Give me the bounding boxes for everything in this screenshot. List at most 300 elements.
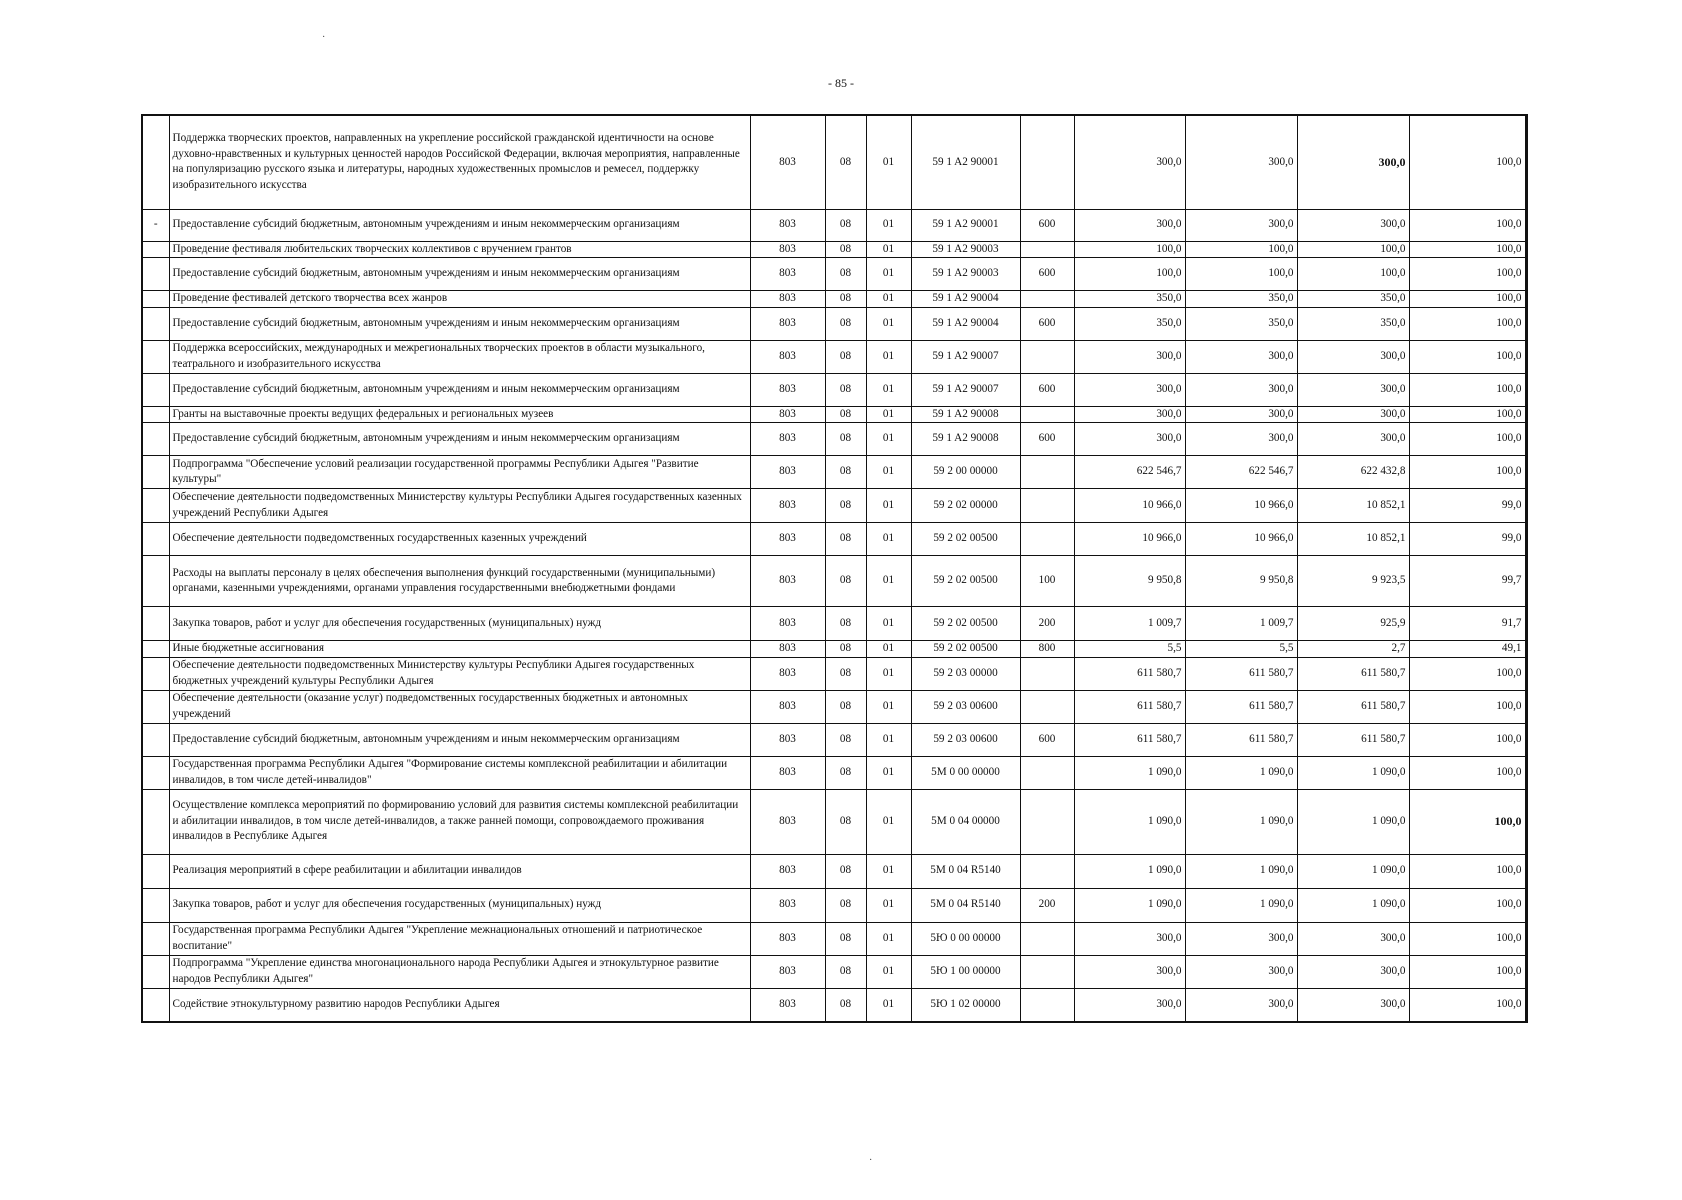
refined-cell: 1 090,0 xyxy=(1185,888,1297,922)
row-marker-cell xyxy=(142,756,169,789)
planned-cell: 300,0 xyxy=(1074,373,1185,406)
name-cell: Осуществление комплекса мероприятий по формированию условий для развития системы комплексной реабилитации и абилитации инвалидов, в том числе детей-инвалидов, а также ранней помощи, сопровождаемого проживания инвалидов в Республике Адыгея xyxy=(169,789,750,854)
refined-cell: 300,0 xyxy=(1185,373,1297,406)
section-cell: 08 xyxy=(825,209,866,241)
row-marker-cell xyxy=(142,657,169,690)
subsection-cell: 01 xyxy=(866,209,911,241)
executed-cell: 300,0 xyxy=(1297,423,1409,456)
refined-cell: 10 966,0 xyxy=(1185,523,1297,556)
executed-cell: 622 432,8 xyxy=(1297,456,1409,489)
executed-cell: 925,9 xyxy=(1297,607,1409,641)
percent-cell: 100,0 xyxy=(1409,854,1526,888)
name-cell: Подпрограмма "Укрепление единства многонационального народа Республики Адыгея и этнокультурное развитие народов Республики Адыгея" xyxy=(169,955,750,988)
percent-cell: 100,0 xyxy=(1409,456,1526,489)
executed-cell: 300,0 xyxy=(1297,955,1409,988)
planned-cell: 300,0 xyxy=(1074,115,1185,209)
section-cell: 08 xyxy=(825,756,866,789)
planned-cell: 350,0 xyxy=(1074,291,1185,308)
section-cell: 08 xyxy=(825,988,866,1022)
executed-cell: 9 923,5 xyxy=(1297,556,1409,607)
name-cell: Подпрограмма "Обеспечение условий реализации государственной программы Республики Адыгея "Развитие культуры" xyxy=(169,456,750,489)
target-article-cell: 5М 0 04 R5140 xyxy=(911,854,1020,888)
row-marker-cell xyxy=(142,922,169,955)
expense-type-cell: 200 xyxy=(1020,888,1074,922)
subsection-cell: 01 xyxy=(866,489,911,523)
name-cell: Проведение фестивалей детского творчества всех жанров xyxy=(169,291,750,308)
refined-cell: 100,0 xyxy=(1185,241,1297,258)
target-article-cell: 59 1 A2 90007 xyxy=(911,373,1020,406)
percent-cell: 100,0 xyxy=(1409,423,1526,456)
section-cell: 08 xyxy=(825,789,866,854)
expense-type-cell xyxy=(1020,406,1074,423)
row-marker-cell xyxy=(142,607,169,641)
row-marker-cell xyxy=(142,115,169,209)
refined-cell: 611 580,7 xyxy=(1185,657,1297,690)
ved-cell: 803 xyxy=(750,657,825,690)
ved-cell: 803 xyxy=(750,607,825,641)
table-row xyxy=(142,258,1526,291)
target-article-cell: 59 2 02 00500 xyxy=(911,523,1020,556)
percent-cell: 100,0 xyxy=(1409,756,1526,789)
subsection-cell: 01 xyxy=(866,690,911,723)
planned-cell: 622 546,7 xyxy=(1074,456,1185,489)
table-row xyxy=(142,241,1526,258)
expense-type-cell: 200 xyxy=(1020,607,1074,641)
name-cell: Реализация мероприятий в сфере реабилитации и абилитации инвалидов xyxy=(169,854,750,888)
target-article-cell: 59 2 03 00600 xyxy=(911,690,1020,723)
executed-cell: 611 580,7 xyxy=(1297,690,1409,723)
expense-type-cell xyxy=(1020,489,1074,523)
expense-type-cell: 800 xyxy=(1020,641,1074,658)
subsection-cell: 01 xyxy=(866,258,911,291)
subsection-cell: 01 xyxy=(866,406,911,423)
refined-cell: 10 966,0 xyxy=(1185,489,1297,523)
executed-cell: 100,0 xyxy=(1297,258,1409,291)
planned-cell: 1 090,0 xyxy=(1074,756,1185,789)
refined-cell: 300,0 xyxy=(1185,115,1297,209)
row-marker-cell xyxy=(142,789,169,854)
section-cell: 08 xyxy=(825,340,866,373)
percent-cell: 100,0 xyxy=(1409,406,1526,423)
table-row xyxy=(142,607,1526,641)
target-article-cell: 59 1 A2 90004 xyxy=(911,291,1020,308)
percent-cell: 99,0 xyxy=(1409,489,1526,523)
name-cell: Содействие этнокультурному развитию народов Республики Адыгея xyxy=(169,988,750,1022)
subsection-cell: 01 xyxy=(866,373,911,406)
ved-cell: 803 xyxy=(750,209,825,241)
subsection-cell: 01 xyxy=(866,291,911,308)
target-article-cell: 59 1 A2 90003 xyxy=(911,258,1020,291)
row-marker-cell xyxy=(142,690,169,723)
percent-cell: 100,0 xyxy=(1409,723,1526,756)
target-article-cell: 5М 0 04 R5140 xyxy=(911,888,1020,922)
executed-cell: 300,0 xyxy=(1297,922,1409,955)
table-row xyxy=(142,988,1526,1022)
target-article-cell: 59 1 A2 90008 xyxy=(911,406,1020,423)
scan-speck: · xyxy=(869,1155,873,1166)
executed-cell: 1 090,0 xyxy=(1297,756,1409,789)
planned-cell: 300,0 xyxy=(1074,988,1185,1022)
table-row xyxy=(142,456,1526,489)
table-row xyxy=(142,690,1526,723)
executed-cell: 350,0 xyxy=(1297,307,1409,340)
ved-cell: 803 xyxy=(750,423,825,456)
refined-cell: 300,0 xyxy=(1185,209,1297,241)
expense-type-cell: 600 xyxy=(1020,258,1074,291)
table-row xyxy=(142,641,1526,658)
executed-cell: 2,7 xyxy=(1297,641,1409,658)
name-cell: Закупка товаров, работ и услуг для обеспечения государственных (муниципальных) нужд xyxy=(169,888,750,922)
refined-cell: 350,0 xyxy=(1185,291,1297,308)
expense-type-cell: 600 xyxy=(1020,723,1074,756)
row-marker-cell xyxy=(142,523,169,556)
row-marker-cell xyxy=(142,723,169,756)
name-cell: Государственная программа Республики Адыгея "Формирование системы комплексной реабилитации и абилитации инвалидов, в том числе детей-инвалидов" xyxy=(169,756,750,789)
planned-cell: 350,0 xyxy=(1074,307,1185,340)
row-marker-cell xyxy=(142,307,169,340)
target-article-cell: 59 1 A2 90003 xyxy=(911,241,1020,258)
refined-cell: 1 090,0 xyxy=(1185,789,1297,854)
ved-cell: 803 xyxy=(750,373,825,406)
section-cell: 08 xyxy=(825,607,866,641)
name-cell: Предоставление субсидий бюджетным, автономным учреждениям и иным некоммерческим организациям xyxy=(169,209,750,241)
row-marker-cell xyxy=(142,406,169,423)
refined-cell: 611 580,7 xyxy=(1185,690,1297,723)
subsection-cell: 01 xyxy=(866,556,911,607)
table-row xyxy=(142,922,1526,955)
percent-cell: 100,0 xyxy=(1409,988,1526,1022)
target-article-cell: 59 2 02 00500 xyxy=(911,607,1020,641)
subsection-cell: 01 xyxy=(866,523,911,556)
section-cell: 08 xyxy=(825,556,866,607)
executed-cell: 300,0 xyxy=(1297,209,1409,241)
percent-cell: 100,0 xyxy=(1409,340,1526,373)
section-cell: 08 xyxy=(825,373,866,406)
name-cell: Предоставление субсидий бюджетным, автономным учреждениям и иным некоммерческим организациям xyxy=(169,373,750,406)
refined-cell: 5,5 xyxy=(1185,641,1297,658)
expense-type-cell xyxy=(1020,523,1074,556)
ved-cell: 803 xyxy=(750,690,825,723)
name-cell: Предоставление субсидий бюджетным, автономным учреждениям и иным некоммерческим организациям xyxy=(169,258,750,291)
name-cell: Предоставление субсидий бюджетным, автономным учреждениям и иным некоммерческим организациям xyxy=(169,307,750,340)
refined-cell: 300,0 xyxy=(1185,406,1297,423)
section-cell: 08 xyxy=(825,641,866,658)
ved-cell: 803 xyxy=(750,641,825,658)
subsection-cell: 01 xyxy=(866,641,911,658)
name-cell: Предоставление субсидий бюджетным, автономным учреждениям и иным некоммерческим организациям xyxy=(169,423,750,456)
name-cell: Гранты на выставочные проекты ведущих федеральных и региональных музеев xyxy=(169,406,750,423)
ved-cell: 803 xyxy=(750,489,825,523)
name-cell: Поддержка творческих проектов, направленных на укрепление российской гражданской идентичности на основе духовно-нравственных и культурных ценностей народов Российской Федерации, включая мероприятия, направленные на популяризацию русского языка и литературы, народных художественных промыслов и ремесел, поддержку изобразительного искусства xyxy=(169,115,750,209)
expense-type-cell xyxy=(1020,854,1074,888)
planned-cell: 611 580,7 xyxy=(1074,657,1185,690)
name-cell: Закупка товаров, работ и услуг для обеспечения государственных (муниципальных) нужд xyxy=(169,607,750,641)
section-cell: 08 xyxy=(825,922,866,955)
percent-cell: 49,1 xyxy=(1409,641,1526,658)
planned-cell: 1 090,0 xyxy=(1074,854,1185,888)
ved-cell: 803 xyxy=(750,406,825,423)
percent-cell: 100,0 xyxy=(1409,657,1526,690)
subsection-cell: 01 xyxy=(866,307,911,340)
percent-cell: 100,0 xyxy=(1409,291,1526,308)
subsection-cell: 01 xyxy=(866,340,911,373)
ved-cell: 803 xyxy=(750,523,825,556)
percent-cell: 100,0 xyxy=(1409,307,1526,340)
section-cell: 08 xyxy=(825,241,866,258)
section-cell: 08 xyxy=(825,406,866,423)
target-article-cell: 5Ю 0 00 00000 xyxy=(911,922,1020,955)
refined-cell: 622 546,7 xyxy=(1185,456,1297,489)
planned-cell: 300,0 xyxy=(1074,423,1185,456)
target-article-cell: 5Ю 1 00 00000 xyxy=(911,955,1020,988)
table-row xyxy=(142,854,1526,888)
name-cell: Обеспечение деятельности подведомственных Министерству культуры Республики Адыгея государственных бюджетных учреждений культуры Республики Адыгея xyxy=(169,657,750,690)
row-marker-cell xyxy=(142,489,169,523)
executed-cell: 300,0 xyxy=(1297,406,1409,423)
subsection-cell: 01 xyxy=(866,115,911,209)
executed-cell: 1 090,0 xyxy=(1297,789,1409,854)
table-row xyxy=(142,406,1526,423)
name-cell: Проведение фестиваля любительских творческих коллективов с вручением грантов xyxy=(169,241,750,258)
planned-cell: 100,0 xyxy=(1074,258,1185,291)
ved-cell: 803 xyxy=(750,241,825,258)
ved-cell: 803 xyxy=(750,258,825,291)
subsection-cell: 01 xyxy=(866,657,911,690)
row-marker-cell xyxy=(142,556,169,607)
refined-cell: 300,0 xyxy=(1185,423,1297,456)
name-cell: Расходы на выплаты персоналу в целях обеспечения выполнения функций государственными (муниципальными) органами, казенными учреждениями, органами управления государственными внебюджетными фондами xyxy=(169,556,750,607)
target-article-cell: 59 2 02 00500 xyxy=(911,641,1020,658)
page-number: - 85 - xyxy=(828,76,854,90)
row-marker-cell xyxy=(142,241,169,258)
executed-cell: 300,0 xyxy=(1297,115,1409,209)
expense-type-cell xyxy=(1020,657,1074,690)
target-article-cell: 59 2 02 00000 xyxy=(911,489,1020,523)
ved-cell: 803 xyxy=(750,307,825,340)
table-row xyxy=(142,209,1526,241)
expense-type-cell xyxy=(1020,291,1074,308)
row-marker-cell xyxy=(142,988,169,1022)
section-cell: 08 xyxy=(825,690,866,723)
refined-cell: 1 009,7 xyxy=(1185,607,1297,641)
table-row xyxy=(142,423,1526,456)
target-article-cell: 5М 0 00 00000 xyxy=(911,756,1020,789)
percent-cell: 100,0 xyxy=(1409,690,1526,723)
target-article-cell: 59 1 A2 90001 xyxy=(911,115,1020,209)
planned-cell: 9 950,8 xyxy=(1074,556,1185,607)
percent-cell: 99,7 xyxy=(1409,556,1526,607)
section-cell: 08 xyxy=(825,888,866,922)
expense-type-cell xyxy=(1020,340,1074,373)
percent-cell: 100,0 xyxy=(1409,955,1526,988)
executed-cell: 300,0 xyxy=(1297,373,1409,406)
table-row xyxy=(142,489,1526,523)
executed-cell: 611 580,7 xyxy=(1297,723,1409,756)
ved-cell: 803 xyxy=(750,854,825,888)
percent-cell: 100,0 xyxy=(1409,373,1526,406)
section-cell: 08 xyxy=(825,657,866,690)
target-article-cell: 59 1 A2 90008 xyxy=(911,423,1020,456)
subsection-cell: 01 xyxy=(866,854,911,888)
ved-cell: 803 xyxy=(750,456,825,489)
expense-type-cell: 600 xyxy=(1020,423,1074,456)
section-cell: 08 xyxy=(825,723,866,756)
refined-cell: 300,0 xyxy=(1185,340,1297,373)
table-row xyxy=(142,888,1526,922)
target-article-cell: 59 2 00 00000 xyxy=(911,456,1020,489)
subsection-cell: 01 xyxy=(866,789,911,854)
section-cell: 08 xyxy=(825,307,866,340)
refined-cell: 9 950,8 xyxy=(1185,556,1297,607)
expense-type-cell: 600 xyxy=(1020,307,1074,340)
table-row xyxy=(142,291,1526,308)
percent-cell: 100,0 xyxy=(1409,115,1526,209)
name-cell: Поддержка всероссийских, международных и межрегиональных творческих проектов в области музыкального, театрального и изобразительного искусства xyxy=(169,340,750,373)
section-cell: 08 xyxy=(825,291,866,308)
expense-type-cell xyxy=(1020,115,1074,209)
executed-cell: 300,0 xyxy=(1297,340,1409,373)
table-row xyxy=(142,373,1526,406)
section-cell: 08 xyxy=(825,115,866,209)
table-row xyxy=(142,723,1526,756)
expense-type-cell: 600 xyxy=(1020,209,1074,241)
expense-type-cell xyxy=(1020,922,1074,955)
section-cell: 08 xyxy=(825,258,866,291)
subsection-cell: 01 xyxy=(866,723,911,756)
expense-type-cell xyxy=(1020,988,1074,1022)
subsection-cell: 01 xyxy=(866,955,911,988)
subsection-cell: 01 xyxy=(866,988,911,1022)
executed-cell: 10 852,1 xyxy=(1297,489,1409,523)
row-marker-cell xyxy=(142,258,169,291)
target-article-cell: 59 1 A2 90004 xyxy=(911,307,1020,340)
ved-cell: 803 xyxy=(750,756,825,789)
planned-cell: 1 090,0 xyxy=(1074,789,1185,854)
planned-cell: 10 966,0 xyxy=(1074,489,1185,523)
refined-cell: 611 580,7 xyxy=(1185,723,1297,756)
name-cell: Иные бюджетные ассигнования xyxy=(169,641,750,658)
table-row xyxy=(142,115,1526,209)
refined-cell: 300,0 xyxy=(1185,988,1297,1022)
refined-cell: 1 090,0 xyxy=(1185,854,1297,888)
row-marker-cell xyxy=(142,373,169,406)
refined-cell: 300,0 xyxy=(1185,955,1297,988)
planned-cell: 10 966,0 xyxy=(1074,523,1185,556)
executed-cell: 300,0 xyxy=(1297,988,1409,1022)
row-marker-cell xyxy=(142,456,169,489)
subsection-cell: 01 xyxy=(866,423,911,456)
table-row xyxy=(142,307,1526,340)
executed-cell: 1 090,0 xyxy=(1297,854,1409,888)
ved-cell: 803 xyxy=(750,723,825,756)
row-marker-cell xyxy=(142,955,169,988)
table-row xyxy=(142,523,1526,556)
expense-type-cell: 100 xyxy=(1020,556,1074,607)
executed-cell: 1 090,0 xyxy=(1297,888,1409,922)
planned-cell: 300,0 xyxy=(1074,406,1185,423)
subsection-cell: 01 xyxy=(866,607,911,641)
name-cell: Обеспечение деятельности подведомственных Министерству культуры Республики Адыгея государственных казенных учреждений Республики Адыгея xyxy=(169,489,750,523)
ved-cell: 803 xyxy=(750,922,825,955)
table-row xyxy=(142,789,1526,854)
percent-cell: 100,0 xyxy=(1409,922,1526,955)
name-cell: Обеспечение деятельности подведомственных государственных казенных учреждений xyxy=(169,523,750,556)
planned-cell: 300,0 xyxy=(1074,209,1185,241)
name-cell: Государственная программа Республики Адыгея "Укрепление межнациональных отношений и патриотическое воспитание" xyxy=(169,922,750,955)
table-row xyxy=(142,955,1526,988)
table-row xyxy=(142,340,1526,373)
planned-cell: 300,0 xyxy=(1074,340,1185,373)
row-marker-cell xyxy=(142,423,169,456)
percent-cell: 100,0 xyxy=(1409,258,1526,291)
ved-cell: 803 xyxy=(750,988,825,1022)
refined-cell: 1 090,0 xyxy=(1185,756,1297,789)
refined-cell: 300,0 xyxy=(1185,922,1297,955)
refined-cell: 350,0 xyxy=(1185,307,1297,340)
name-cell: Предоставление субсидий бюджетным, автономным учреждениям и иным некоммерческим организациям xyxy=(169,723,750,756)
planned-cell: 300,0 xyxy=(1074,922,1185,955)
planned-cell: 1 009,7 xyxy=(1074,607,1185,641)
subsection-cell: 01 xyxy=(866,922,911,955)
row-marker-cell xyxy=(142,854,169,888)
subsection-cell: 01 xyxy=(866,456,911,489)
target-article-cell: 59 2 02 00500 xyxy=(911,556,1020,607)
executed-cell: 350,0 xyxy=(1297,291,1409,308)
expense-type-cell xyxy=(1020,756,1074,789)
planned-cell: 100,0 xyxy=(1074,241,1185,258)
subsection-cell: 01 xyxy=(866,888,911,922)
percent-cell: 91,7 xyxy=(1409,607,1526,641)
name-cell: Обеспечение деятельности (оказание услуг) подведомственных государственных бюджетных и автономных учреждений xyxy=(169,690,750,723)
section-cell: 08 xyxy=(825,955,866,988)
subsection-cell: 01 xyxy=(866,756,911,789)
percent-cell: 99,0 xyxy=(1409,523,1526,556)
target-article-cell: 59 1 A2 90007 xyxy=(911,340,1020,373)
section-cell: 08 xyxy=(825,523,866,556)
planned-cell: 5,5 xyxy=(1074,641,1185,658)
section-cell: 08 xyxy=(825,854,866,888)
percent-cell: 100,0 xyxy=(1409,789,1526,854)
expense-type-cell xyxy=(1020,456,1074,489)
table-row xyxy=(142,556,1526,607)
expense-type-cell xyxy=(1020,241,1074,258)
row-marker-cell xyxy=(142,641,169,658)
ved-cell: 803 xyxy=(750,888,825,922)
planned-cell: 1 090,0 xyxy=(1074,888,1185,922)
executed-cell: 100,0 xyxy=(1297,241,1409,258)
table-row xyxy=(142,756,1526,789)
planned-cell: 611 580,7 xyxy=(1074,690,1185,723)
expense-type-cell xyxy=(1020,690,1074,723)
target-article-cell: 59 2 03 00000 xyxy=(911,657,1020,690)
scan-speck: · xyxy=(322,32,326,43)
ved-cell: 803 xyxy=(750,789,825,854)
ved-cell: 803 xyxy=(750,955,825,988)
expense-type-cell xyxy=(1020,955,1074,988)
expense-type-cell: 600 xyxy=(1020,373,1074,406)
target-article-cell: 59 2 03 00600 xyxy=(911,723,1020,756)
ved-cell: 803 xyxy=(750,556,825,607)
refined-cell: 100,0 xyxy=(1185,258,1297,291)
executed-cell: 611 580,7 xyxy=(1297,657,1409,690)
ved-cell: 803 xyxy=(750,115,825,209)
ved-cell: 803 xyxy=(750,291,825,308)
percent-cell: 100,0 xyxy=(1409,209,1526,241)
percent-cell: 100,0 xyxy=(1409,241,1526,258)
row-marker-cell xyxy=(142,340,169,373)
row-marker-cell: - xyxy=(142,209,169,241)
ved-cell: 803 xyxy=(750,340,825,373)
